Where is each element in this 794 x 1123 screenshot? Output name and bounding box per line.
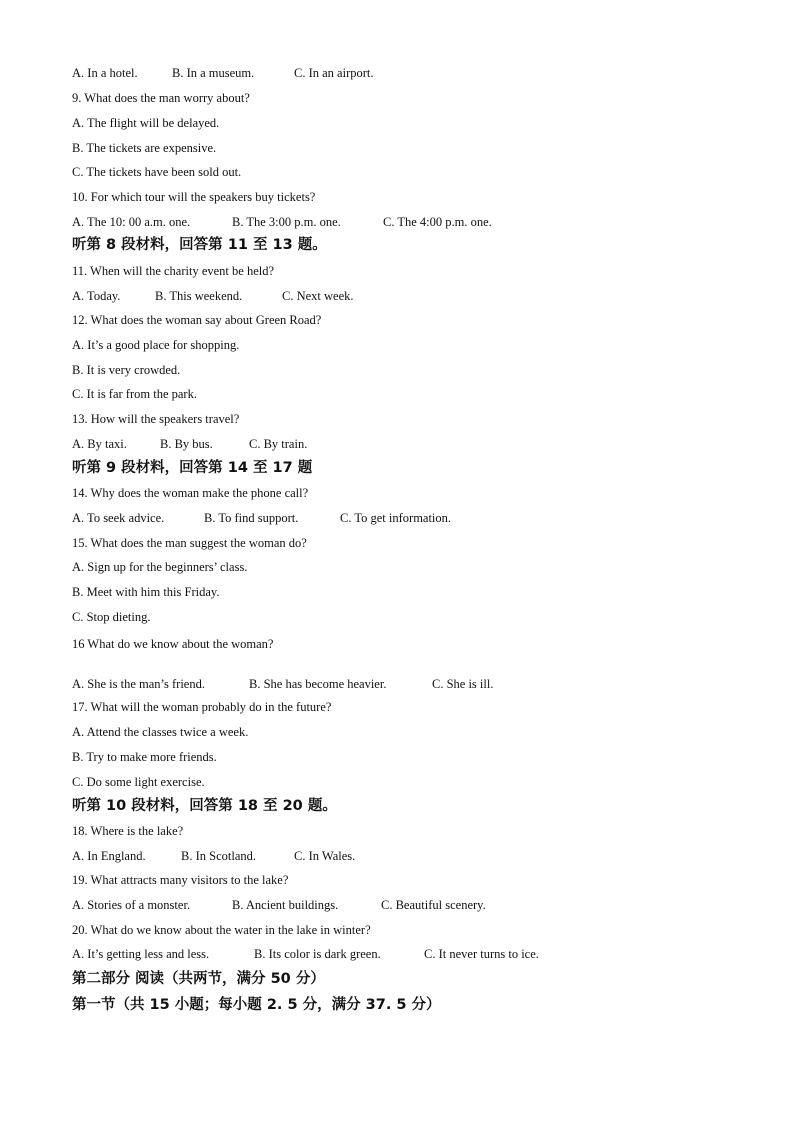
section-8-heading: 听第 8 段材料，回答第 11 至 13 题。 xyxy=(72,237,327,253)
q11-option-b: B. This weekend. xyxy=(155,289,243,303)
q9-option-a: A. The flight will be delayed. xyxy=(72,116,220,130)
q12-option-c: C. It is far from the park. xyxy=(72,387,197,401)
section-9-heading: 听第 9 段材料，回答第 14 至 17 题 xyxy=(72,460,313,476)
q20-option-a: A. It’s getting less and less. xyxy=(72,947,210,961)
q9-option-c: C. The tickets have been sold out. xyxy=(72,165,242,179)
q13-option-b: B. By bus. xyxy=(160,437,213,451)
q10-option-a: A. The 10: 00 a.m. one. xyxy=(72,215,191,229)
q12-stem: 12. What does the woman say about Green Road? xyxy=(72,313,322,327)
q12-option-b: B. It is very crowded. xyxy=(72,363,181,377)
q9-stem: 9. What does the man worry about? xyxy=(72,91,250,105)
q17-option-b: B. Try to make more friends. xyxy=(72,750,217,764)
q16-option-a: A. She is the man’s friend. xyxy=(72,677,205,691)
q20-stem: 20. What do we know about the water in the lake in winter? xyxy=(72,923,371,937)
q13-stem: 13. How will the speakers travel? xyxy=(72,412,240,426)
q15-stem: 15. What does the man suggest the woman do? xyxy=(72,536,307,550)
q18-option-a: A. In England. xyxy=(72,849,146,863)
section-10-heading: 听第 10 段材料，回答第 18 至 20 题。 xyxy=(72,798,337,814)
q15-option-a: A. Sign up for the beginners’ class. xyxy=(72,560,248,574)
q20-option-b: B. Its color is dark green. xyxy=(254,947,381,961)
q17-option-a: A. Attend the classes twice a week. xyxy=(72,725,249,739)
q17-stem: 17. What will the woman probably do in the future? xyxy=(72,700,332,714)
q9-option-b: B. The tickets are expensive. xyxy=(72,141,217,155)
q14-stem: 14. Why does the woman make the phone call? xyxy=(72,486,309,500)
q11-option-c: C. Next week. xyxy=(282,289,354,303)
q12-option-a: A. It’s a good place for shopping. xyxy=(72,338,240,352)
q14-option-a: A. To seek advice. xyxy=(72,511,165,525)
q19-option-b: B. Ancient buildings. xyxy=(232,898,339,912)
q16-option-b: B. She has become heavier. xyxy=(249,677,387,691)
part-2-heading: 第二部分 阅读（共两节，满分 50 分） xyxy=(72,971,325,987)
q14-option-b: B. To find support. xyxy=(204,511,299,525)
q19-stem: 19. What attracts many visitors to the lake? xyxy=(72,873,289,887)
part-2-section-1-heading: 第一节（共 15 小题；每小题 2. 5 分，满分 37. 5 分） xyxy=(72,997,441,1013)
q15-option-b: B. Meet with him this Friday. xyxy=(72,585,220,599)
q20-option-c: C. It never turns to ice. xyxy=(424,947,539,961)
q16-stem: 16 What do we know about the woman? xyxy=(72,637,274,651)
q13-option-c: C. By train. xyxy=(249,437,308,451)
q10-option-b: B. The 3:00 p.m. one. xyxy=(232,215,341,229)
q10-option-c: C. The 4:00 p.m. one. xyxy=(383,215,492,229)
q8-option-a: A. In a hotel. xyxy=(72,66,138,80)
q8-option-c: C. In an airport. xyxy=(294,66,374,80)
q13-option-a: A. By taxi. xyxy=(72,437,127,451)
q18-option-c: C. In Wales. xyxy=(294,849,356,863)
q18-stem: 18. Where is the lake? xyxy=(72,824,184,838)
q17-option-c: C. Do some light exercise. xyxy=(72,775,205,789)
q10-stem: 10. For which tour will the speakers buy tickets? xyxy=(72,190,316,204)
q18-option-b: B. In Scotland. xyxy=(181,849,256,863)
q16-option-c: C. She is ill. xyxy=(432,677,494,691)
q14-option-c: C. To get information. xyxy=(340,511,452,525)
q15-option-c: C. Stop dieting. xyxy=(72,610,151,624)
q11-stem: 11. When will the charity event be held? xyxy=(72,264,275,278)
q19-option-c: C. Beautiful scenery. xyxy=(381,898,486,912)
q11-option-a: A. Today. xyxy=(72,289,121,303)
q19-option-a: A. Stories of a monster. xyxy=(72,898,191,912)
q8-option-b: B. In a museum. xyxy=(172,66,255,80)
